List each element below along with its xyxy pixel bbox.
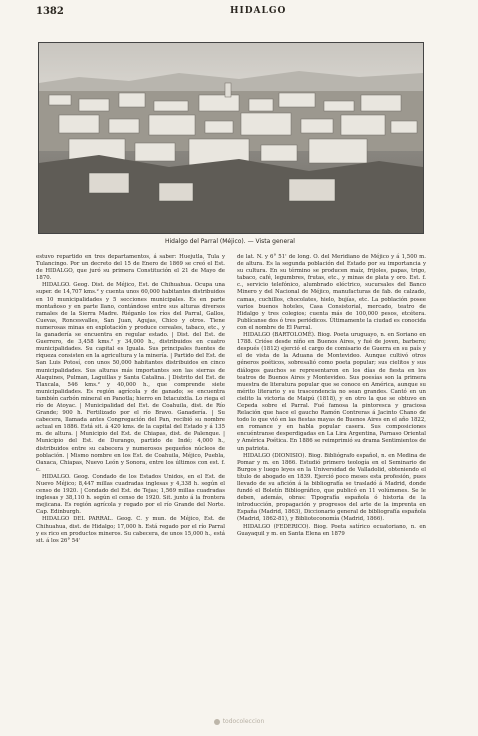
left-paragraph-4: HIDALGO DEL PARRAL. Geog. C. y mun. de Méjico, Est. de Chihuahua, dist. de Hidalgo; 17,000 h. Está regado por el río Parral y es rico en productos mineros. Su cabecera, de unos 15,000 h., está sit. á los 26° 54'	[36, 516, 225, 544]
right-paragraph-2: HIDALGO (BARTOLOMÉ). Biog. Poeta uruguayo, n. en Soriano en 1788. Crióse desde niño en Buenos Aires, y fué de joven, barbero; después (1812) ejerció el cargo de comisario de Guerra en su país y el de vista de la Aduana de Montevideo. Aunque cultivó otros géneros poéticos, sobresalió como poeta popular; sus cielitos y sus diálogos gauchos se representaron en los días de fiesta en los teatros de Buenos Aires y Montevideo. Sus poesías son la primera muestra de literatura popular que se conoce en América, aunque su mérito literario y su trascendencia no sean grandes. Cantó en un cielito la victoria de Maipú (1818), y en otro la que se obtuvo en Cepeda sobre el Parral. Fué famosa la pintoresca y graciosa Relación que hace el gaucho Ramón Contreras á Jacinto Chano de todo lo que vió en las fiestas mayas de Buenos Aires en el año 1822, en romance y en habla popular casera. Sus composiciones encuéntranse desperdigadas en La Lira Argentina, Parnaso Oriental y América Poética. En 1886 se reimprimió su drama Sentimientos de un patriota.	[237, 332, 426, 452]
running-head: HIDALGO	[230, 6, 287, 16]
watermark-text: todocoleccion	[222, 718, 265, 725]
right-paragraph-3: HIDALGO (DIONISIO). Biog. Bibliógrafo español, n. en Medina de Pomar y m. en 1866. Estudió primero teología en el Seminario de Burgos y luego leyes en la Universidad de Valladolid, obteniendo el título de abogado en 1839. Ejerció poco meses esta profesión, pues llevado de su afición á la bibliografía se trasladó á Madrid, donde fundó el Boletín Bibliográfico, que publicó en 11 volúmenes. Se le deben, además, obras: Tipografía española ó historia de la introducción, propagación y progresos del arte de la imprenta en España (Madrid, 1863), Diccionario general de bibliografía española (Madrid, 1862-81), y Biblioteconomía (Madrid, 1866).	[237, 452, 426, 523]
page-number: 1382	[36, 6, 64, 17]
left-column	[36, 254, 225, 545]
right-column	[237, 254, 426, 538]
right-paragraph-1: de lat. N. y 6° 51' de long. O. del Meridiano de Méjico y á 1,500 m. de altura. Es la segunda población del Estado por su importancia y su cultura. En su término se producen maíz, frijoles, papas, trigo, tabaco, café, legumbres, frutas, etc., y minas de plata y oro. Est. f. c., servicio telefónico, alumbrado eléctrico, sucursales del Banco Minero y del Nacional de Méjico, manufacturas de fab. de calzado, camas, cuchillos, chocolates, hielo, bujías, etc. La población posee varios buenos hoteles, Casa Consistorial, mercado, teatro de Hidalgo y tres colegios; cuenta más de 100,000 pesos, etcétera. Publícanse dos ó tres periódicos. Últimamente la ciudad es conocida con el nombre de El Parral.	[237, 254, 426, 331]
photo-caption: Hidalgo del Parral (Méjico). — Vista general	[165, 238, 295, 245]
watermark-logo-icon	[214, 719, 220, 725]
left-paragraph-3: HIDALGO. Geog. Condado de los Estados Unidos, en el Est. de Nuevo Méjico; 8,447 millas cuadradas inglesas y 4,338 h. según el censo de 1920. | Condado del Est. de Tejas; 1,569 millas cuadradas inglesas y 38,110 h. según el censo de 1920. Sit. junto á la frontera mejicana. Es región agrícola y regado por el río Grande del Norte. Cap. Edinburgh.	[36, 473, 225, 516]
page-header	[36, 6, 456, 20]
right-paragraph-4: HIDALGO (FEDERICO). Biog. Poeta satírico ecuatoriano, n. en Guayaquil y m. en Santa Elena en 1879	[237, 523, 426, 537]
left-paragraph-2: HIDALGO. Geog. Dist. de Méjico, Est. de Chihuahua. Ocupa una super. de 14,707 kms.² y cuenta unos 60,000 habitantes distribuidos en 10 municipalidades y 5 secciones municipales. Es en parte montañoso y en parte llano, contándose entre sus alturas diversos ramales de la Sierra Madre. Riéganlo los ríos del Parral, Gallos, Cuevas, Roncesvalles, San Juan, Agujas, Chico y otros. Tiene numerosas minas en explotación y produce cereales, tabaco, etc., y la ganadería se encuentra en regular estado. | Dist. del Est. de Guerrero, de 3,458 kms.² y 34,000 h., distribuidos en cuatro municipalidades. Su capital es Iguala. Sus principales fuentes de riqueza consisten en la agricultura y la minería. | Partido del Est. de San Luis Potosí, con unos 50,000 habitantes distribuidos en cinco municipalidades. Sus alturas más importantes son las sierras de Alaquines, Pulman, Laguillas y Santa Catalina. | Distrito del Est. de Tlaxcala, 546 kms.² y 40,000 h., que comprende siete municipalidades. Es región agrícola y de ganado; se encuentra también carbón mineral en Panotla; hierro en Ixtacuixtla. Lo riega el río de Atoyac. | Municipalidad del Est. de Coahuila, dist. de Río Grande; 900 h. Fertilizado por el río Bravo. Ganadería. | Su cabecera, llamada antes Congregación del Pan, recibió su nombre actual en 1886. Está sit. á 420 kms. de la capital del Estado y á 135 m. de altura. | Municipio del Est. de Chiapas, dist. de Palenque. | Municipio del Est. de Durango, partido de Indé; 4,000 h., distribuidos entre su cabecera y numerosos pequeños núcleos de población. | Mismo nombre en los Est. de Coahuila, Méjico, Puebla, Oaxaca, Chiapas, Nuevo León y Sonora, entre los últimos con est. f. c.	[36, 282, 225, 473]
town-photo-illustration	[39, 43, 423, 233]
left-paragraph-1: estuvo repartido en tres departamentos, á saber: Huejutla, Tula y Tulancingo. Por un decreto del 15 de Enero de 1869 se creó el Est. de HIDALGO, que juró su primera Constitución el 21 de Mayo de 1870.	[36, 254, 225, 282]
watermark	[0, 718, 478, 725]
town-photo	[38, 42, 424, 234]
